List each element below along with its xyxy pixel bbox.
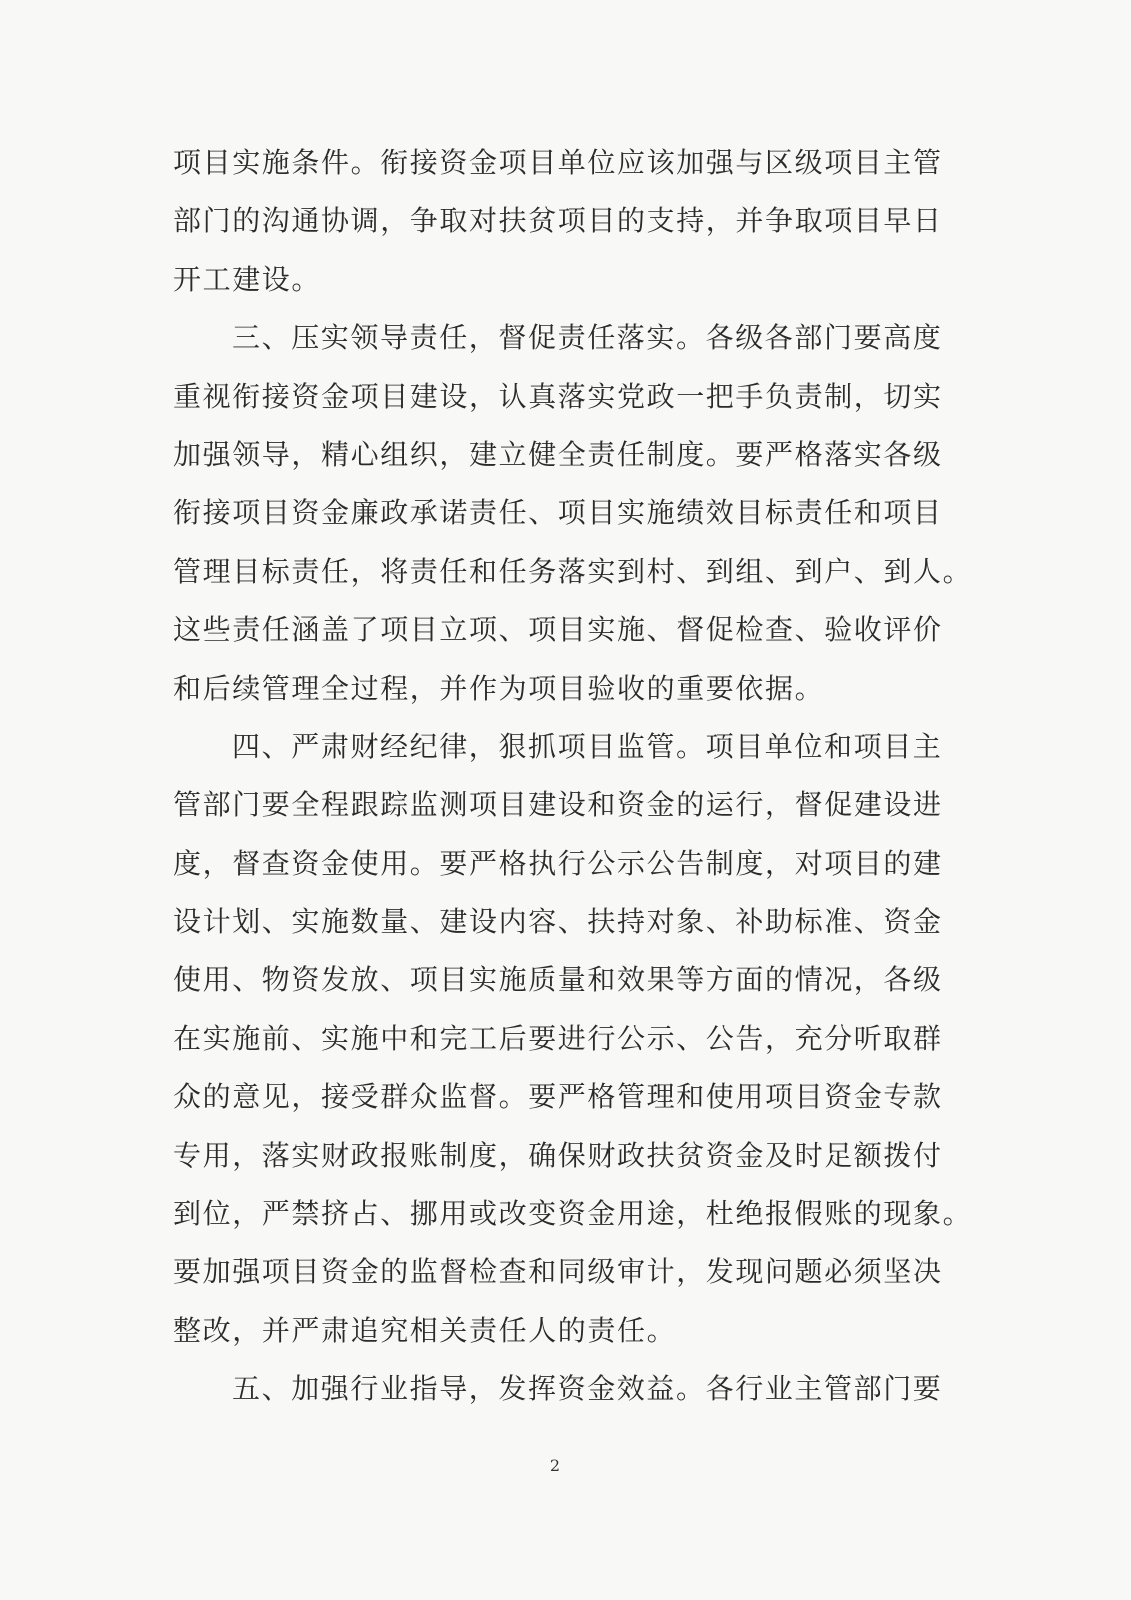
text-line: 管理目标责任，将责任和任务落实到村、到组、到户、到人。 — [173, 554, 973, 588]
text-line: 设计划、实施数量、建设内容、扶持对象、补助标准、资金 — [173, 905, 943, 939]
text-line: 使用、物资发放、项目实施质量和效果等方面的情况，各级 — [173, 963, 943, 997]
text-line: 部门的沟通协调，争取对扶贫项目的支持，并争取项目早日 — [173, 204, 943, 238]
page-number: 2 — [549, 1456, 561, 1475]
text-line: 要加强项目资金的监督检查和同级审计，发现问题必须坚决 — [173, 1255, 943, 1289]
text-line: 在实施前、实施中和完工后要进行公示、公告，充分听取群 — [173, 1021, 943, 1055]
text-line: 众的意见，接受群众监督。要严格管理和使用项目资金专款 — [173, 1080, 943, 1114]
text-line: 项目实施条件。衔接资金项目单位应该加强与区级项目主管 — [173, 146, 943, 179]
text-line: 整改，并严肃追究相关责任人的责任。 — [173, 1313, 677, 1347]
paragraph-section-5 — [173, 1360, 973, 1418]
paragraph-section-3 — [173, 309, 973, 718]
text-line: 衔接项目资金廉政承诺责任、项目实施绩效目标责任和项目 — [173, 496, 943, 530]
text-line: 五、加强行业指导，发挥资金效益。各行业主管部门要 — [232, 1372, 943, 1406]
paragraph-section-4 — [173, 718, 973, 1360]
text-line: 这些责任涵盖了项目立项、项目实施、督促检查、验收评价 — [173, 613, 943, 647]
text-line: 三、压实领导责任，督促责任落实。各级各部门要高度 — [232, 321, 943, 355]
document-body — [173, 134, 973, 1419]
text-line: 重视衔接资金项目建设，认真落实党政一把手负责制，切实 — [173, 379, 943, 413]
text-line: 开工建设。 — [173, 262, 322, 296]
text-line: 管部门要全程跟踪监测项目建设和资金的运行，督促建设进 — [173, 788, 943, 822]
text-line: 加强领导，精心组织，建立健全责任制度。要严格落实各级 — [173, 437, 943, 471]
text-line: 度，督查资金使用。要严格执行公示公告制度，对项目的建 — [173, 846, 943, 880]
text-line: 到位，严禁挤占、挪用或改变资金用途，杜绝报假账的现象。 — [173, 1197, 973, 1231]
text-line: 四、严肃财经纪律，狠抓项目监管。项目单位和项目主 — [232, 729, 943, 763]
text-line: 专用，落实财政报账制度，确保财政扶贫资金及时足额拨付 — [173, 1138, 943, 1172]
paragraph-continued — [173, 134, 973, 309]
text-line: 和后续管理全过程，并作为项目验收的重要依据。 — [173, 671, 825, 705]
